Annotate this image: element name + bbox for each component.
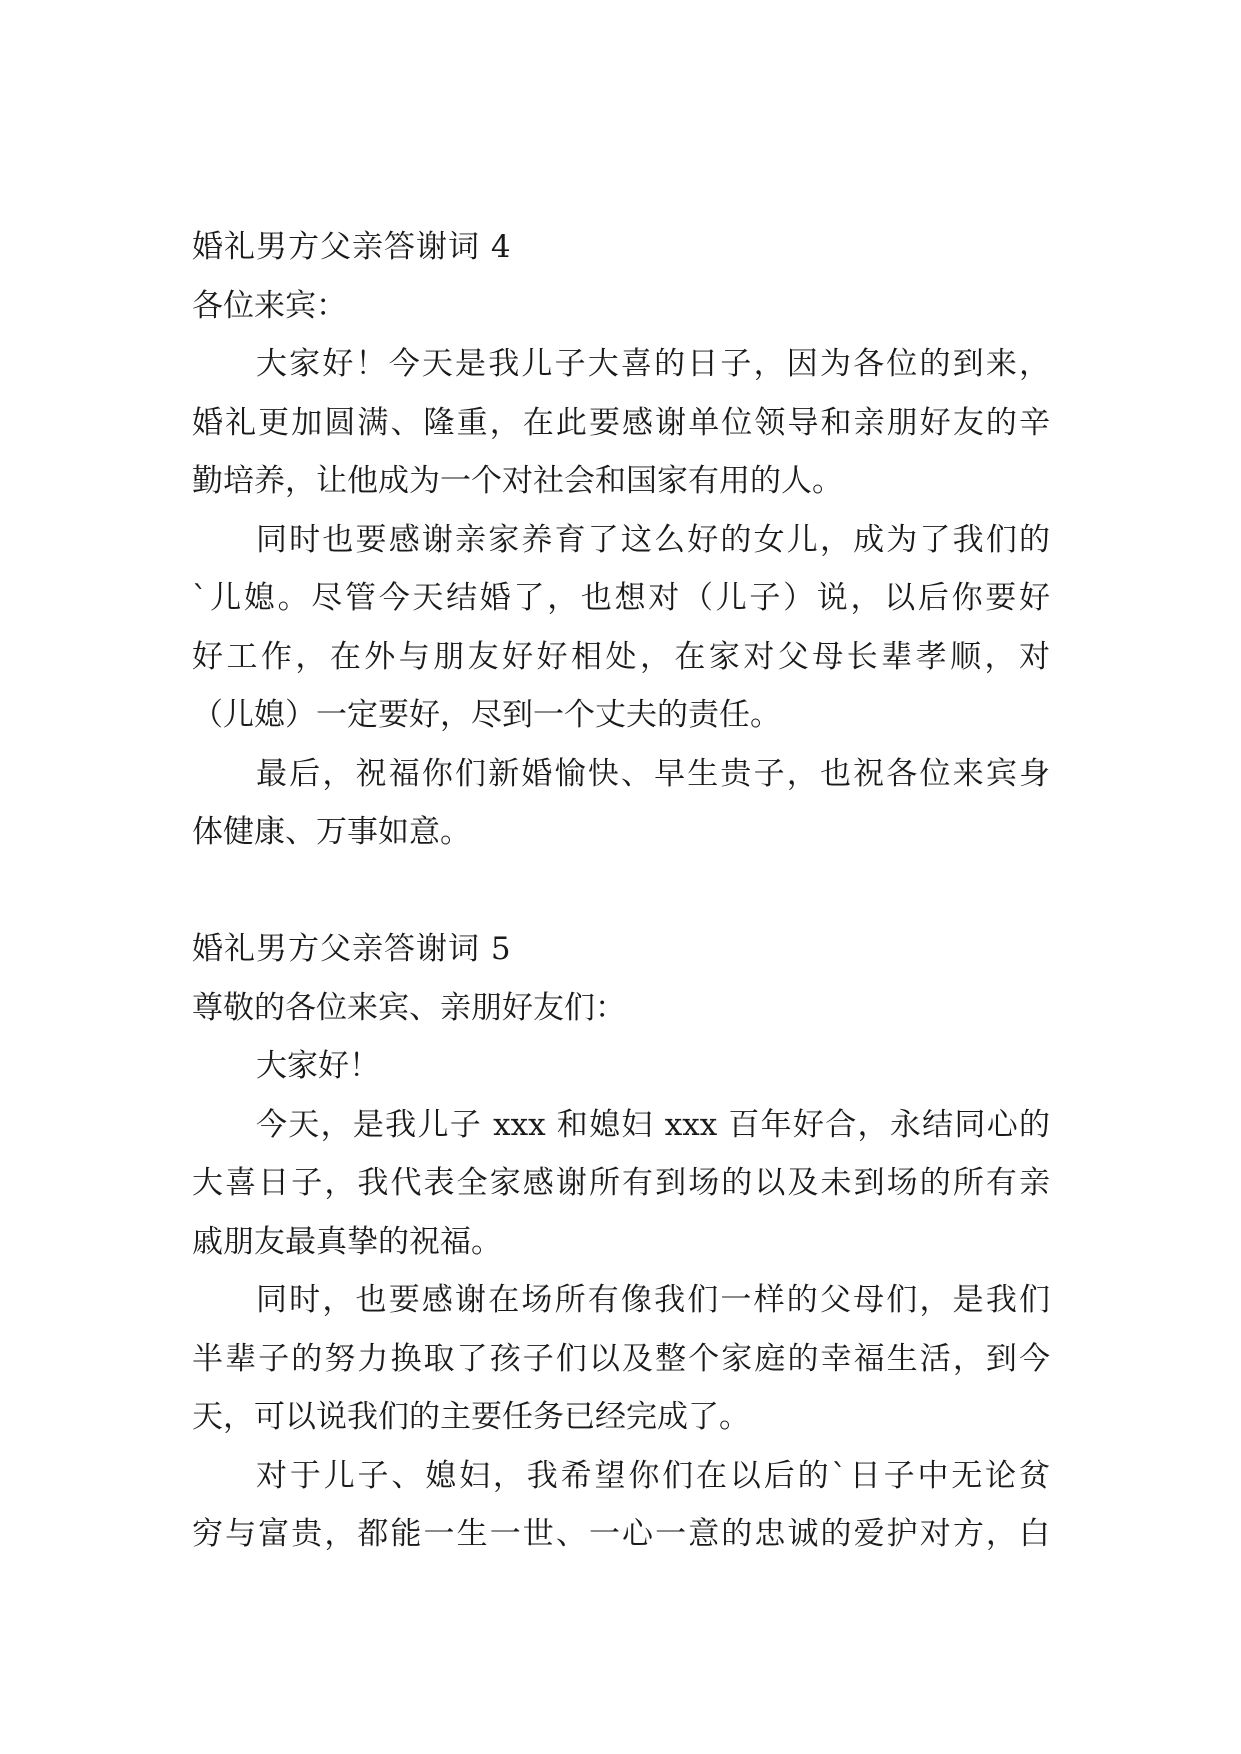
section-spacer (192, 862, 1050, 921)
paragraph-line: 戚朋友最真挚的祝福。 (192, 1223, 502, 1260)
paragraph-line: 今天，是我儿子 xxx 和媳妇 xxx 百年好合，永结同心的 (256, 1106, 1050, 1143)
paragraph-line: 半辈子的努力换取了孩子们以及整个家庭的幸福生活，到今 (192, 1340, 1050, 1377)
document-body (192, 218, 1050, 1564)
paragraph-line: 同时，也要感谢在场所有像我们一样的父母们，是我们 (256, 1282, 1050, 1318)
paragraph-line: 勤培养，让他成为一个对社会和国家有用的人。 (192, 463, 843, 499)
paragraph-line: 体健康、万事如意。 (192, 814, 471, 850)
paragraph-line: 最后，祝福你们新婚愉快、早生贵子，也祝各位来宾身 (256, 755, 1050, 792)
section-title-4: 婚礼男方父亲答谢词 4 (192, 229, 512, 265)
paragraph-line: 天，可以说我们的主要任务已经完成了。 (192, 1399, 750, 1435)
section-title-5: 婚礼男方父亲答谢词 5 (192, 931, 512, 967)
salutation-4: 各位来宾： (192, 287, 347, 324)
paragraph-line: 对于儿子、媳妇，我希望你们在以后的`日子中无论贫 (256, 1457, 1050, 1494)
paragraph-line: 大家好！今天是我儿子大喜的日子，因为各位的到来， (256, 346, 1050, 382)
paragraph-line: 同时也要感谢亲家养育了这么好的女儿，成为了我们的 (256, 521, 1050, 558)
paragraph-line: 穷与富贵，都能一生一世、一心一意的忠诚的爱护对方，白 (192, 1516, 1050, 1552)
paragraph-line: 婚礼更加圆满、隆重，在此要感谢单位领导和亲朋好友的辛 (192, 404, 1050, 441)
paragraph-line: 大家好！ (256, 1048, 380, 1084)
paragraph-line: `儿媳。尽管今天结婚了，也想对（儿子）说，以后你要好 (192, 580, 1050, 616)
paragraph-line: 大喜日子，我代表全家感谢所有到场的以及未到场的所有亲 (192, 1165, 1050, 1201)
paragraph-line: （儿媳）一定要好，尽到一个丈夫的责任。 (192, 697, 781, 733)
salutation-5: 尊敬的各位来宾、亲朋好友们： (192, 989, 626, 1026)
paragraph-line: 好工作，在外与朋友好好相处，在家对父母长辈孝顺，对 (192, 638, 1050, 675)
